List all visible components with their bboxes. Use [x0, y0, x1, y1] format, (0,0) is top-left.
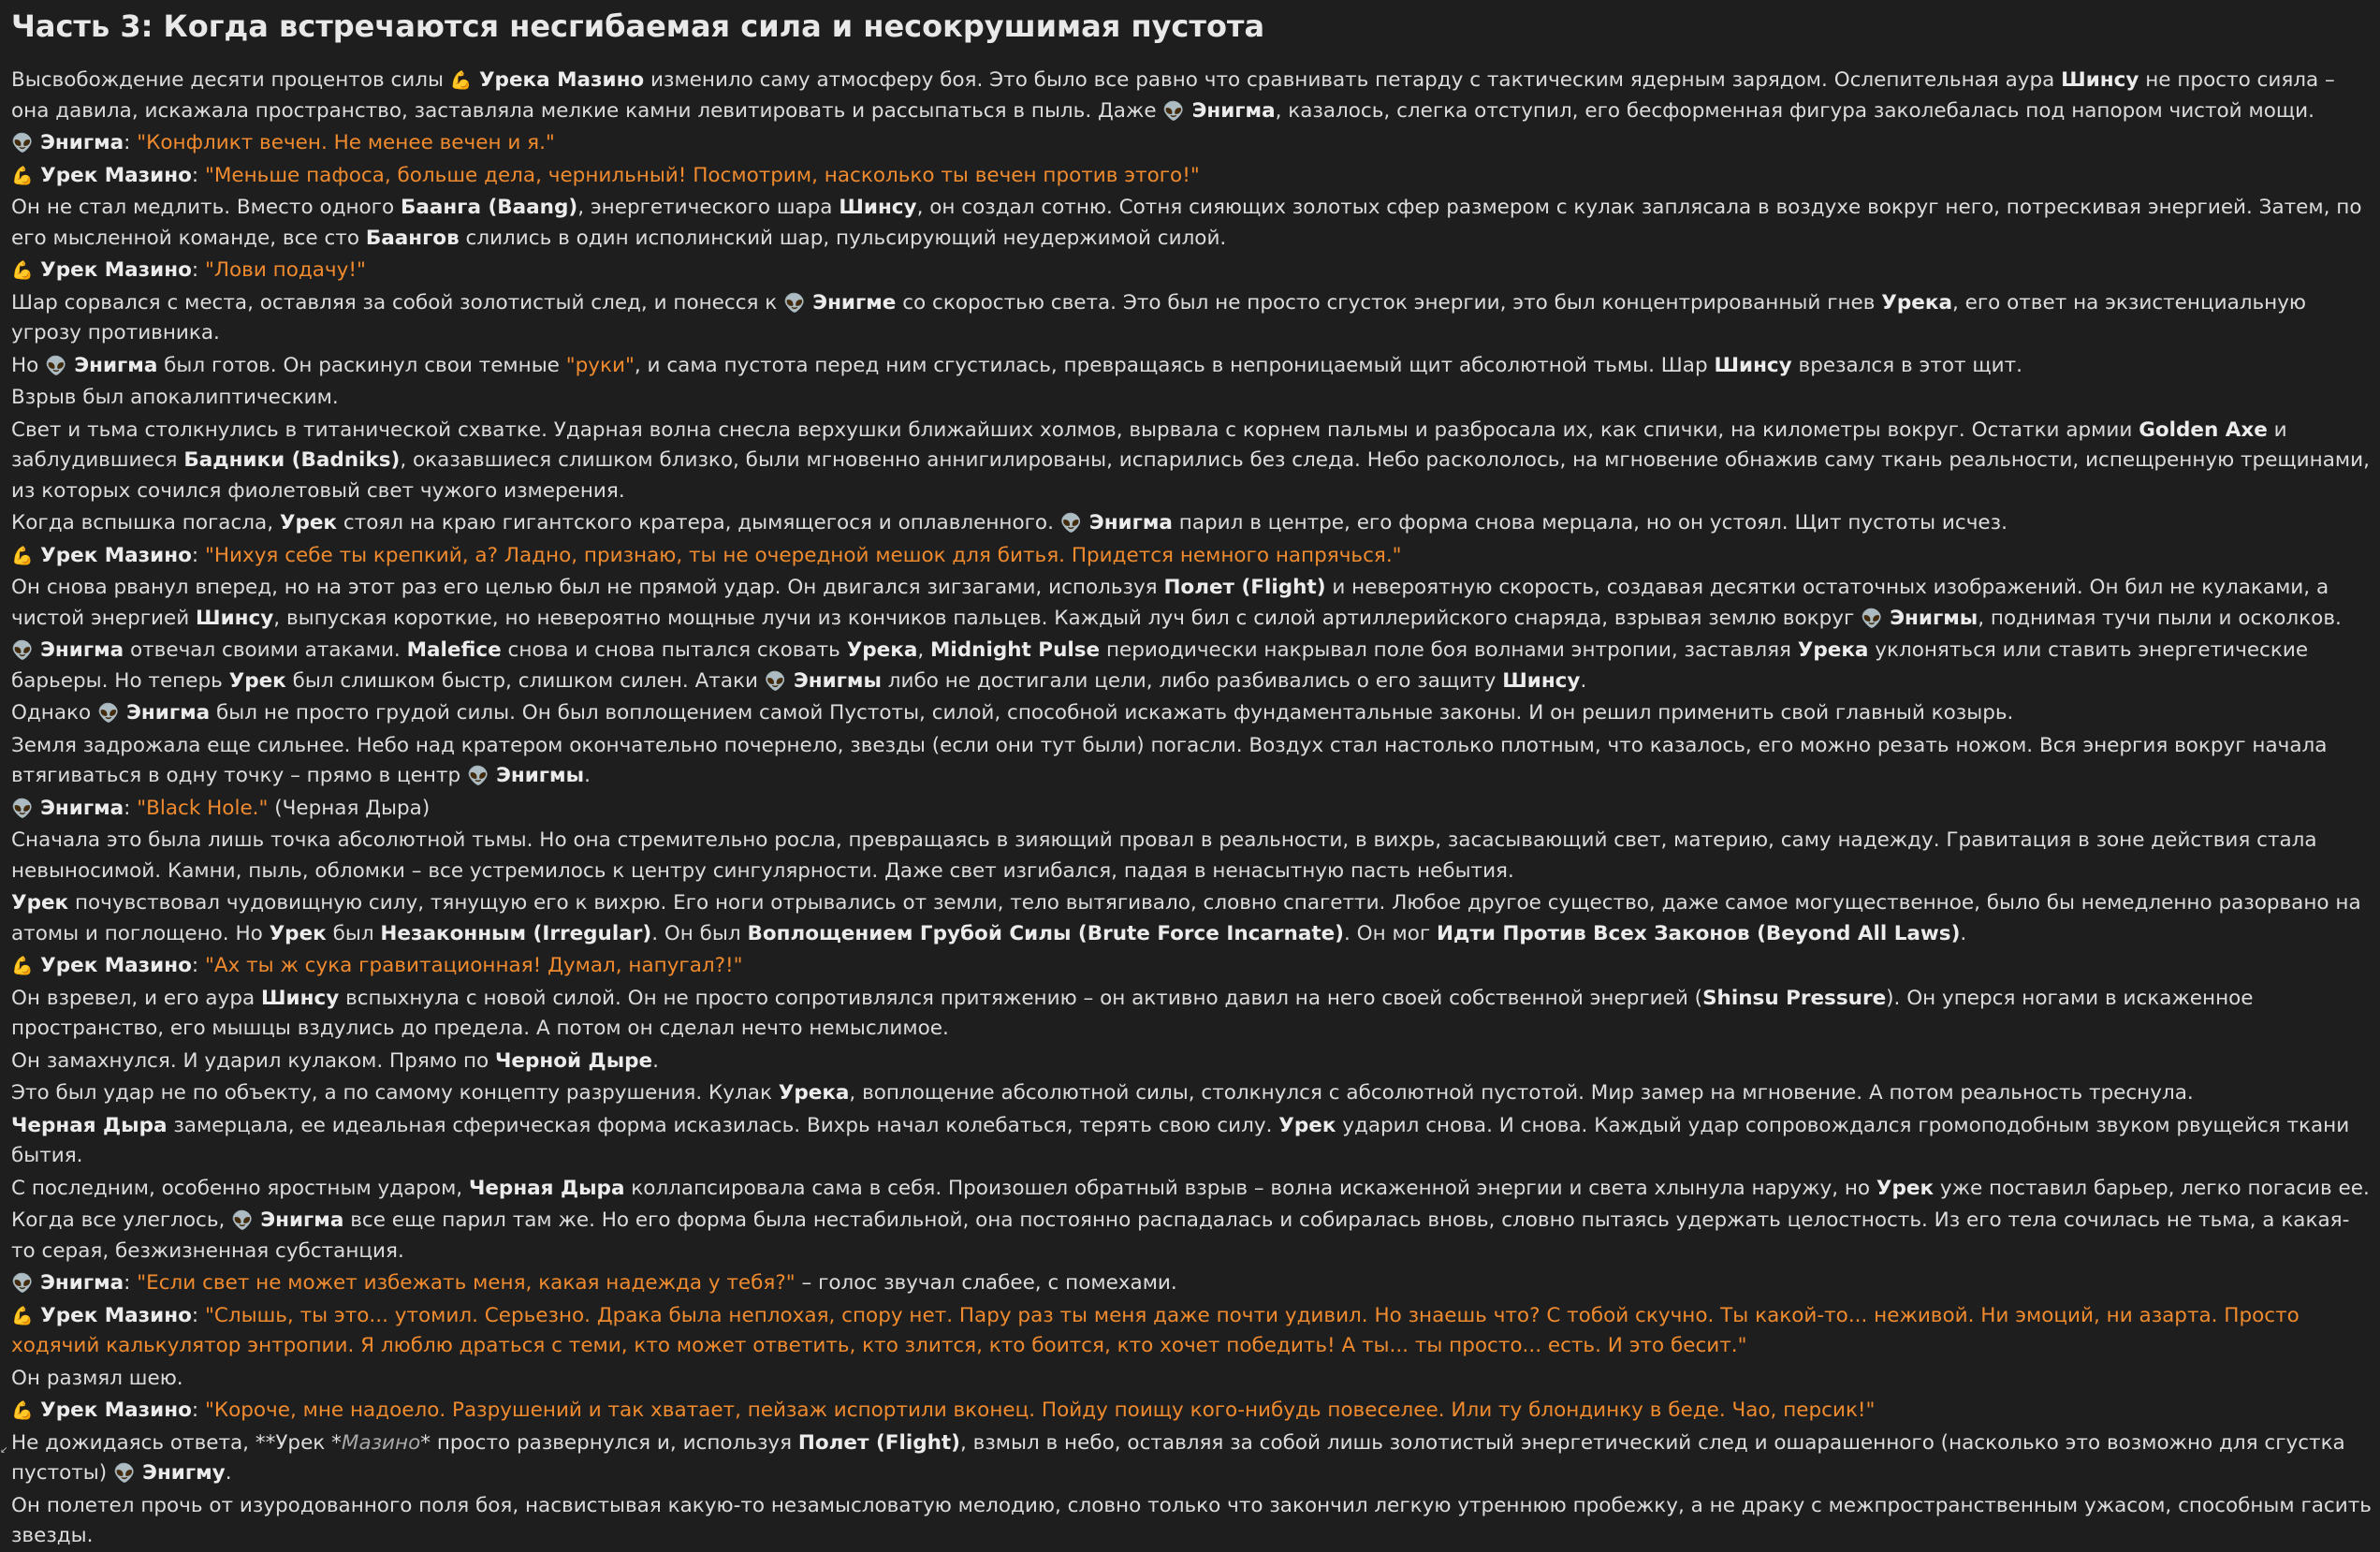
text-run: , он создал сотню. Сотня сияющих золотых сфер размером с кулак заплясала в воздухе вокруг него, потрескивая энергией. Затем, по его мысленной команде, все сто — [11, 196, 2362, 250]
paragraph — [11, 636, 2373, 696]
text-run: Он замахнулся. И ударил кулаком. Прямо по — [11, 1048, 496, 1073]
paragraph — [11, 794, 2373, 825]
bold-text: Урек Мазино — [33, 1398, 192, 1422]
bold-text: Энигма — [33, 1271, 124, 1295]
text-run: , оказавшиеся слишком близко, были мгновенно аннигилированы, испарились без следа. Небо раскололось, на мгновение обнажив саму ткань реальности, испещренную трещинами, из которых сочился фиолетовый свет чужого измерения. — [11, 448, 2370, 503]
paragraph — [11, 161, 2373, 192]
text-run: . — [1580, 668, 1587, 693]
text-run: парил в центре, его форма снова мерцала, но он устоял. Щит пустоты исчез. — [1172, 511, 2008, 534]
text-run: . Он был — [651, 921, 748, 945]
text-run: , выпуская короткие, но невероятно мощные лучи из кончиков пальцев. Каждый луч бил с силой артиллерийского снаряда, взрывая землю вокруг — [273, 606, 1862, 630]
text-run: ). Он уперся ногами в искаженное пространство, его мышцы вздулись до предела. А потом он сделал нечто немыслимое. — [11, 986, 2254, 1040]
text-run: стоял на краю гигантского кратера, дымящегося и оплавленного. — [337, 511, 1060, 534]
bold-text: Шинсу — [839, 196, 917, 219]
text-run: Когда все улеглось, — [11, 1208, 232, 1232]
alien-icon: 👽 — [1059, 513, 1083, 534]
bold-text: Полет (Flight) — [1163, 576, 1326, 599]
text-run: (Черная Дыра) — [268, 796, 431, 820]
bold-text: Midnight Pulse — [930, 638, 1101, 662]
text-run: , взмыл в небо, оставляя за собой лишь золотистый энергетический след и ошарашенного (насколько это возможно для сгустка пустоты) — [11, 1430, 2345, 1485]
flexed-biceps-icon: 💪 — [11, 1305, 34, 1326]
bold-text: Полет (Flight) — [797, 1430, 960, 1455]
bold-text: Шинсу — [2061, 68, 2139, 92]
paragraph — [11, 1111, 2373, 1172]
text-run: либо не достигали цели, либо разбивались о его защиту — [881, 668, 1503, 693]
alien-icon: 👽 — [1162, 100, 1186, 122]
bold-text: Энигму — [135, 1461, 226, 1485]
paragraph — [11, 731, 2373, 792]
bold-text: Урек — [279, 511, 338, 534]
text-run: , казалось, слегка отступил, его бесформенная фигура заколебалась под напором чистой мощи. — [1275, 98, 2314, 123]
paragraph — [11, 1268, 2373, 1299]
bold-text: Golden Axe — [2139, 417, 2268, 442]
text-run: Не дожидаясь ответа, **Урек * — [11, 1430, 342, 1455]
bold-text: Шинсу — [1502, 668, 1581, 693]
paragraph — [11, 193, 2373, 254]
text-run: снова и снова пытался сковать — [501, 638, 847, 662]
text-run: , энергетического шара — [577, 196, 840, 219]
bold-text: Воплощением Грубой Силы (Brute Force Incarnate) — [747, 921, 1345, 945]
bold-text: Черная Дыра — [468, 1176, 625, 1200]
text-run: замерцала, ее идеальная сферическая форма исказилась. Вихрь начал колебаться, терять свою силу. — [167, 1113, 1279, 1137]
text-run: отвечал своими атаками. — [124, 638, 407, 662]
bold-text: Урека — [846, 638, 918, 662]
bold-text: Незаконным (Irregular) — [380, 921, 652, 945]
bold-text: Шинсу — [196, 606, 274, 630]
flexed-biceps-icon: 💪 — [11, 956, 34, 976]
text-run: : — [191, 954, 205, 977]
paragraph — [11, 128, 2373, 159]
paragraph — [11, 698, 2373, 729]
bold-text: Shinsu Pressure — [1702, 986, 1887, 1010]
text-run: . — [1960, 921, 1967, 945]
text-run: уже поставил барьер, легко погасив ее. — [1934, 1176, 2370, 1200]
paragraph — [11, 1428, 2373, 1489]
paragraph — [11, 984, 2373, 1045]
text-run: , — [917, 638, 931, 662]
text-run: Он полетел прочь от изуродованного поля боя, насвистывая какую-то незамысловатую мелодию, словно только что закончил легкую утреннюю пробежку, а не драку с межпространственным ужасом, способным гасить звезды. — [11, 1493, 2372, 1547]
text-run: и заблудившиеся — [11, 417, 2287, 472]
bold-text: Энигма — [33, 131, 124, 154]
bold-text: Энигма — [66, 353, 158, 377]
text-run: был не просто грудой силы. Он был воплощением самой Пустоты, силой, способной искажать фундаментальные законы. И он решил применить свой главный козырь. — [210, 701, 2014, 725]
bold-text: Баанга (Baang) — [400, 196, 578, 219]
text-run: , воплощение абсолютной силы, столкнулся с абсолютной пустотой. Мир замер на мгновение. А потом реальность треснула. — [849, 1081, 2194, 1105]
quote-text: "руки" — [565, 353, 635, 377]
text-run: Он размял шею. — [11, 1366, 183, 1390]
text-run: : — [124, 796, 138, 820]
text-run: , поднимая тучи пыли и осколков. — [1978, 606, 2342, 630]
paragraph — [11, 1206, 2373, 1266]
alien-icon: 👽 — [231, 1210, 254, 1231]
text-run: С последним, особенно яростным ударом, — [11, 1176, 469, 1200]
text-run: : — [191, 163, 205, 187]
flexed-biceps-icon: 💪 — [11, 545, 34, 566]
paragraph — [11, 66, 2373, 126]
text-run: Однако — [11, 701, 97, 725]
quote-text: "Конфликт вечен. Не менее вечен и я." — [137, 131, 555, 154]
story-body — [11, 66, 2373, 1552]
text-run: изменило саму атмосферу боя. Это было все равно что сравнивать петарду с тактическим ядерным зарядом. Ослепительная аура — [644, 68, 2062, 92]
text-run: , и сама пустота перед ним сгустилась, превращаясь в непроницаемый щит абсолютной тьмы. Шар — [634, 353, 1715, 377]
bold-text: Урек — [1278, 1113, 1336, 1137]
text-run: Земля задрожала еще сильнее. Небо над кратером окончательно почернело, звезды (если они тут были) погасли. Воздух стал настолько плотным, что казалось, его можно резать ножом. Вся энергия вокруг начала втягиваться в одну точку – прямо в центр — [11, 733, 2328, 787]
text-run: почувствовал чудовищную силу, тянущую его к вихрю. Его ноги отрывались от земли, тело вытягивало, словно спагетти. Любое другое существо, даже самое могущественное, было бы немедленно разорвано на атомы и поглощено. Но — [11, 891, 2361, 945]
quote-text: "Black Hole." — [137, 796, 269, 820]
bold-text: Энигмы — [489, 764, 585, 787]
text-run: и невероятную скорость, создавая десятки остаточных изображений. Он бил не кулаками, а чистой энергией — [11, 576, 2329, 630]
text-run: вспыхнула с новой силой. Он не просто сопротивлялся притяжению – он активно давил на него своей собственной энергией ( — [339, 986, 1703, 1010]
paragraph — [11, 1396, 2373, 1427]
text-run: : — [191, 1303, 205, 1327]
alien-icon: 👽 — [764, 670, 787, 692]
text-run: Взрыв был апокалиптическим. — [11, 386, 339, 409]
text-run: , его ответ на экзистенциальную угрозу противника. — [11, 290, 2307, 344]
quote-text: "Короче, мне надоело. Разрушений и так хватает, пейзаж испортили вконец. Пойду поищу кого-нибудь повеселее. Или ту блондинку в беде. Чао, персик!" — [204, 1398, 1876, 1422]
alien-icon: 👽 — [11, 640, 34, 661]
paragraph — [11, 541, 2373, 572]
text-run: . Он мог — [1344, 921, 1438, 945]
text-run: Он снова рванул вперед, но на этот раз его целью был не прямой удар. Он двигался зигзагами, используя — [11, 576, 1164, 599]
text-run: был — [326, 921, 381, 945]
flexed-biceps-icon: 💪 — [11, 1400, 34, 1421]
text-run: : — [124, 131, 138, 154]
text-run: : — [191, 258, 205, 282]
bold-text: Урек Мазино — [33, 954, 192, 977]
paragraph — [11, 1174, 2373, 1205]
bold-text: Баангов — [365, 226, 460, 250]
paragraph — [11, 508, 2373, 539]
bold-text: Урека — [1881, 290, 1952, 315]
flexed-biceps-icon: 💪 — [11, 260, 34, 281]
text-run: Это был удар не по объекту, а по самому концепту разрушения. Кулак — [11, 1081, 779, 1105]
paragraph — [11, 1364, 2373, 1395]
alien-icon: 👽 — [113, 1463, 136, 1484]
text-run: коллапсировала сама в себя. Произошел обратный взрыв – волна искаженной энергии и света хлынула наружу, но — [624, 1176, 1876, 1200]
alien-icon: 👽 — [1861, 608, 1883, 629]
paragraph — [11, 1301, 2373, 1362]
quote-text: "Слышь, ты это... утомил. Серьезно. Драка была неплохая, спору нет. Пару раз ты меня даже почти удивил. Но знаешь что? С тобой скучно. Ты какой-то... неживой. Ни эмоций, ни азарта. Просто ходячий калькулятор энтропии. Я люблю драться с теми, кто может ответить, кто злится, кто боится, кто хочет победить! А ты... ты просто... есть. И это бесит." — [11, 1303, 2300, 1357]
bold-text: Энигма — [33, 638, 124, 662]
text-run: – голос звучал слабее, с помехами. — [795, 1271, 1177, 1295]
bold-text: Энигме — [805, 290, 897, 315]
bold-text: Урек — [228, 668, 286, 693]
alien-icon: 👽 — [466, 766, 489, 786]
text-run: : — [191, 1398, 205, 1422]
bold-text: Энигма — [119, 701, 211, 725]
flexed-biceps-icon: 💪 — [11, 165, 34, 186]
paragraph — [11, 383, 2373, 414]
text-run: периодически накрывал поле боя волнами энтропии, заставляя — [1100, 638, 1798, 662]
bold-text: Бадники (Badniks) — [183, 448, 401, 472]
text-run: . — [225, 1461, 232, 1485]
bold-text: Идти Против Всех Законов (Beyond All Laws) — [1437, 921, 1961, 945]
text-run: Сначала это была лишь точка абсолютной тьмы. Но она стремительно росла, превращаясь в зияющий провал в реальности, в вихрь, засасывающий свет, материю, саму надежду. Гравитация в зоне действия стала невыносимой. Камни, пыль, обломки – все устремилось к центру сингулярности. Даже свет изгибался, падая в ненасытную пасть небытия. — [11, 828, 2317, 883]
bold-text: Энигмы — [786, 668, 882, 693]
text-run: : — [191, 543, 205, 567]
alien-icon: 👽 — [45, 355, 67, 376]
resize-corner-icon[interactable]: ↙ — [0, 1445, 8, 1456]
alien-icon: 👽 — [11, 798, 34, 819]
bold-text: Энигма — [253, 1208, 344, 1232]
text-run: не просто сияла – она давила, искажала пространство, заставляла мелкие камни левитировать и рассыпаться в пыль. Даже — [11, 68, 2335, 123]
text-run: врезался в этот щит. — [1791, 353, 2022, 377]
text-run: все еще парил там же. Но его форма была нестабильной, она постоянно распадалась и собиралась вновь, словно пытаясь удержать целостность. Из его тела сочилась не тьма, а какая-то серая, безжизненная субстанция. — [11, 1208, 2350, 1263]
paragraph — [11, 1491, 2373, 1552]
paragraph — [11, 573, 2373, 634]
text-run: ударил снова. И снова. Каждый удар сопровождался громоподобным звуком рвущейся ткани бытия. — [11, 1113, 2350, 1167]
bold-text: Урек Мазино — [33, 163, 192, 187]
bold-text: Malefice — [406, 638, 502, 662]
bold-text: Урек — [269, 921, 327, 945]
paragraph — [11, 826, 2373, 886]
text-run: уклоняться или ставить энергетические барьеры. Но теперь — [11, 638, 2309, 693]
text-run: со скоростью света. Это был не просто сгусток энергии, это был концентрированный гнев — [896, 290, 1882, 315]
bold-text: Энигма — [1082, 511, 1173, 534]
page-title: Часть 3: Когда встречаются несгибаемая сила и несокрушимая пустота — [11, 8, 1265, 44]
text-run: был готов. Он раскинул свои темные — [157, 353, 566, 377]
quote-text: "Лови подачу!" — [204, 258, 366, 282]
bold-text: Урека Мазино — [472, 68, 645, 92]
bold-text: Энигмы — [1882, 606, 1978, 630]
quote-text: "Ах ты ж сука гравитационная! Думал, напугал?!" — [204, 954, 743, 977]
text-run: . — [584, 764, 591, 787]
text-run: слились в один исполинский шар, пульсирующий неудержимой силой. — [459, 226, 1227, 250]
paragraph — [11, 351, 2373, 382]
bold-text: Шинсу — [1714, 353, 1792, 377]
quote-text: "Меньше пафоса, больше дела, чернильный! Посмотрим, насколько ты вечен против этого!" — [204, 163, 1200, 187]
paragraph — [11, 416, 2373, 507]
bold-text: Урека — [778, 1081, 850, 1105]
alien-icon: 👽 — [11, 133, 34, 154]
bold-text: Урек Мазино — [33, 1303, 192, 1327]
text-run: : — [124, 1271, 138, 1295]
bold-text: Урека — [1797, 638, 1869, 662]
text-run: был слишком быстр, слишком силен. Атаки — [285, 668, 765, 693]
quote-text: "Если свет не может избежать меня, какая надежда у тебя?" — [137, 1271, 796, 1295]
text-run: . — [652, 1048, 659, 1073]
text-run: Когда вспышка погасла, — [11, 511, 280, 534]
text-run: Высвобождение десяти процентов силы — [11, 68, 450, 92]
bold-text: Шинсу — [260, 986, 340, 1010]
paragraph — [11, 256, 2373, 286]
paragraph — [11, 951, 2373, 982]
flexed-biceps-icon: 💪 — [449, 70, 473, 91]
text-run: Но — [11, 353, 46, 377]
quote-text: "Нихуя себе ты крепкий, а? Ладно, признаю, ты не очередной мешок для битья. Придется немного напрячься." — [204, 543, 1402, 567]
text-run: Свет и тьма столкнулись в титанической схватке. Ударная волна снесла верхушки ближайших холмов, вырвала с корнем пальмы и разбросала их, как спички, на километры вокруг. Остатки армии — [11, 417, 2139, 442]
text-run: * просто развернулся и, используя — [420, 1430, 798, 1455]
paragraph — [11, 1078, 2373, 1109]
bold-text: Энигма — [33, 796, 124, 820]
paragraph — [11, 288, 2373, 349]
alien-icon: 👽 — [11, 1273, 34, 1294]
alien-icon: 👽 — [97, 703, 120, 724]
bold-text: Урек Мазино — [33, 258, 192, 282]
text-run: Шар сорвался с места, оставляя за собой золотистый след, и понесся к — [11, 290, 784, 315]
bold-text: Черная Дыра — [11, 1113, 168, 1137]
bold-text: Урек Мазино — [33, 543, 192, 567]
bold-text: Энигма — [1185, 98, 1276, 123]
bold-text: Урек — [11, 891, 69, 915]
italic-text: Мазино — [341, 1430, 421, 1455]
alien-icon: 👽 — [783, 292, 806, 314]
paragraph — [11, 888, 2373, 949]
text-run: Он не стал медлить. Вместо одного — [11, 196, 401, 219]
bold-text: Черной Дыре — [495, 1048, 653, 1073]
paragraph — [11, 1047, 2373, 1077]
bold-text: Урек — [1876, 1176, 1935, 1200]
text-run: Он взревел, и его аура — [11, 986, 261, 1010]
